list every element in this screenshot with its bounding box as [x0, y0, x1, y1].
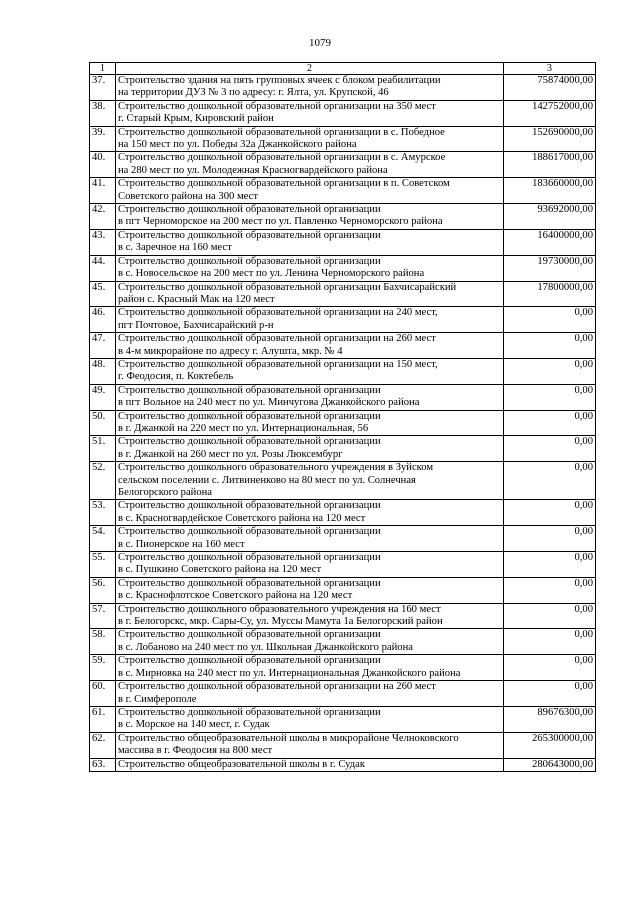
- funding-amount: 152690000,00: [504, 126, 596, 152]
- row-number: 41.: [90, 178, 116, 204]
- description-line: Строительство дошкольной образовательной организации на 150 мест,: [118, 358, 438, 370]
- row-number: 50.: [90, 410, 116, 436]
- description-line: г. Феодосия, п. Коктебель: [118, 371, 234, 383]
- project-description: [116, 126, 504, 152]
- table-row: [90, 758, 596, 771]
- table-row: [90, 178, 596, 204]
- row-number: 57.: [90, 603, 116, 629]
- row-number: 43.: [90, 229, 116, 255]
- row-number: 62.: [90, 732, 116, 758]
- project-description: [116, 681, 504, 707]
- row-number: 42.: [90, 204, 116, 230]
- project-description: [116, 500, 504, 526]
- table-row: [90, 100, 596, 126]
- table-row: [90, 75, 596, 101]
- row-number: 55.: [90, 552, 116, 578]
- project-description: [116, 100, 504, 126]
- description-line: в с. Краснофлотское Советского района на 120 мест: [118, 590, 353, 602]
- project-description: [116, 655, 504, 681]
- description-line: в 4-м микрорайоне по адресу г. Алушта, мкр. № 4: [118, 345, 343, 357]
- row-number: 47.: [90, 333, 116, 359]
- description-line: в с. Морское на 140 мест, г. Судак: [118, 719, 270, 731]
- table-row: [90, 603, 596, 629]
- table-row: [90, 732, 596, 758]
- row-number: 53.: [90, 500, 116, 526]
- description-line: в с. Мирновка на 240 мест по ул. Интернациональная Джанкойского района: [118, 667, 461, 679]
- description-line: Строительство дошкольной образовательной организации на 260 мест: [118, 333, 436, 345]
- row-number: 59.: [90, 655, 116, 681]
- description-line: Строительство дошкольной образовательной организации: [118, 552, 381, 564]
- description-line: Строительство дошкольной образовательной организации на 260 мест: [118, 681, 436, 693]
- column-header-description: 2: [116, 63, 504, 75]
- description-line: Строительство дошкольной образовательной организации: [118, 255, 381, 267]
- funding-amount: 75874000,00: [504, 75, 596, 101]
- project-description: [116, 152, 504, 178]
- table-row: [90, 681, 596, 707]
- funding-amount: 0,00: [504, 603, 596, 629]
- description-line: Строительство общеобразовательной школы в микрорайоне Челноковского: [118, 732, 459, 744]
- description-line: Строительство здания на пять групповых ячеек с блоком реабилитации: [118, 75, 441, 86]
- row-number: 61.: [90, 706, 116, 732]
- project-description: [116, 255, 504, 281]
- table-row: [90, 281, 596, 307]
- description-line: Строительство дошкольной образовательной организации на 240 мест,: [118, 307, 438, 319]
- project-description: [116, 706, 504, 732]
- row-number: 37.: [90, 75, 116, 101]
- description-line: Строительство общеобразовательной школы в г. Судак: [118, 758, 366, 770]
- funding-amount: 0,00: [504, 629, 596, 655]
- project-description: [116, 178, 504, 204]
- description-line: в с. Красногвардейское Советского района на 120 мест: [118, 512, 366, 524]
- description-line: Строительство дошкольной образовательной организации: [118, 229, 381, 241]
- row-number: 54.: [90, 526, 116, 552]
- funding-amount: 183660000,00: [504, 178, 596, 204]
- project-description: [116, 281, 504, 307]
- description-line: Строительство дошкольной образовательной организации: [118, 655, 381, 667]
- description-line: Строительство дошкольной образовательной организации Бахчисарайский: [118, 281, 457, 293]
- description-line: массива в г. Феодосия на 800 мест: [118, 745, 273, 757]
- project-description: [116, 758, 504, 771]
- funding-amount: 0,00: [504, 655, 596, 681]
- description-line: в г. Белогорскс, мкр. Сары-Су, ул. Муссы Мамута 1а Белогорский район: [118, 616, 443, 628]
- table-row: [90, 500, 596, 526]
- column-header-row: [90, 63, 596, 75]
- description-line: в с. Новосельское на 200 мест по ул. Ленина Черноморского района: [118, 268, 425, 280]
- description-line: в с. Заречное на 160 мест: [118, 242, 232, 254]
- column-header-number: 1: [90, 63, 116, 75]
- description-line: Строительство дошкольной образовательной организации в с. Амурское: [118, 152, 446, 164]
- table-row: [90, 462, 596, 500]
- funding-amount: 0,00: [504, 500, 596, 526]
- row-number: 40.: [90, 152, 116, 178]
- project-description: [116, 436, 504, 462]
- project-description: [116, 384, 504, 410]
- funding-amount: 265300000,00: [504, 732, 596, 758]
- description-line: сельском поселении с. Литвиненково на 80 мест по ул. Солнечная: [118, 474, 416, 486]
- table-row: [90, 255, 596, 281]
- project-description: [116, 577, 504, 603]
- funding-amount: 0,00: [504, 410, 596, 436]
- row-number: 58.: [90, 629, 116, 655]
- row-number: 48.: [90, 358, 116, 384]
- table-row: [90, 436, 596, 462]
- table-row: [90, 204, 596, 230]
- row-number: 51.: [90, 436, 116, 462]
- description-line: в пгт Вольное на 240 мест по ул. Минчугова Джанкойского района: [118, 397, 420, 409]
- funding-amount: 0,00: [504, 307, 596, 333]
- description-line: Строительство дошкольной образовательной организации: [118, 204, 381, 216]
- table-row: [90, 333, 596, 359]
- description-line: в г. Джанкой на 220 мест по ул. Интернациональная, 56: [118, 422, 369, 434]
- table-row: [90, 152, 596, 178]
- project-description: [116, 75, 504, 101]
- row-number: 46.: [90, 307, 116, 333]
- table-row: [90, 577, 596, 603]
- description-line: Строительство дошкольной образовательной организации: [118, 436, 381, 448]
- description-line: Строительство дошкольной образовательной организации: [118, 410, 381, 422]
- description-line: Строительство дошкольной образовательной организации: [118, 526, 381, 538]
- row-number: 60.: [90, 681, 116, 707]
- description-line: в г. Джанкой на 260 мест по ул. Розы Люксембург: [118, 448, 343, 460]
- table-row: [90, 655, 596, 681]
- row-number: 56.: [90, 577, 116, 603]
- funding-amount: 0,00: [504, 333, 596, 359]
- project-description: [116, 229, 504, 255]
- table-row: [90, 410, 596, 436]
- funding-amount: 0,00: [504, 577, 596, 603]
- construction-budget-table: [89, 62, 596, 772]
- description-line: в с. Пушкино Советского района на 120 мест: [118, 564, 322, 576]
- row-number: 63.: [90, 758, 116, 771]
- row-number: 38.: [90, 100, 116, 126]
- description-line: Строительство дошкольного образовательного учреждения в Зуйском: [118, 462, 434, 474]
- project-description: [116, 307, 504, 333]
- description-line: Строительство дошкольной образовательной организации: [118, 706, 381, 718]
- funding-amount: 280643000,00: [504, 758, 596, 771]
- funding-amount: 0,00: [504, 436, 596, 462]
- row-number: 49.: [90, 384, 116, 410]
- project-description: [116, 462, 504, 500]
- project-description: [116, 358, 504, 384]
- description-line: г. Старый Крым, Кировский район: [118, 113, 274, 125]
- description-line: в г. Симферополе: [118, 693, 197, 705]
- description-line: Строительство дошкольной образовательной организации: [118, 577, 381, 589]
- description-line: в с. Лобаново на 240 мест по ул. Школьная Джанкойского района: [118, 641, 413, 653]
- description-line: Строительство дошкольной образовательной организации: [118, 500, 381, 512]
- description-line: Строительство дошкольной образовательной организации в п. Советском: [118, 178, 450, 190]
- funding-amount: 0,00: [504, 358, 596, 384]
- table-row: [90, 126, 596, 152]
- row-number: 39.: [90, 126, 116, 152]
- table-row: [90, 358, 596, 384]
- table-row: [90, 629, 596, 655]
- project-description: [116, 204, 504, 230]
- table-row: [90, 307, 596, 333]
- description-line: Строительство дошкольной образовательной организации: [118, 629, 381, 641]
- description-line: на территории ДУЗ № 3 по адресу: г. Ялта, ул. Крупской, 46: [118, 87, 389, 99]
- funding-amount: 0,00: [504, 462, 596, 500]
- table-row: [90, 526, 596, 552]
- description-line: в пгт Черноморское на 200 мест по ул. Павленко Черноморского района: [118, 216, 443, 228]
- description-line: на 280 мест по ул. Молодежная Красногвардейского района: [118, 164, 388, 176]
- description-line: на 150 мест по ул. Победы 32а Джанкойского района: [118, 139, 357, 151]
- row-number: 45.: [90, 281, 116, 307]
- funding-amount: 0,00: [504, 552, 596, 578]
- description-line: Советского района на 300 мест: [118, 190, 258, 202]
- table-row: [90, 706, 596, 732]
- table-row: [90, 384, 596, 410]
- project-description: [116, 629, 504, 655]
- description-line: Строительство дошкольной образовательной организации на 350 мест: [118, 100, 436, 112]
- column-header-amount: 3: [504, 63, 596, 75]
- funding-amount: 0,00: [504, 384, 596, 410]
- funding-amount: 142752000,00: [504, 100, 596, 126]
- description-line: пгт Почтовое, Бахчисарайский р-н: [118, 319, 274, 331]
- row-number: 52.: [90, 462, 116, 500]
- project-description: [116, 410, 504, 436]
- table-row: [90, 552, 596, 578]
- project-description: [116, 526, 504, 552]
- funding-amount: 16400000,00: [504, 229, 596, 255]
- funding-amount: 17800000,00: [504, 281, 596, 307]
- description-line: Строительство дошкольного образовательного учреждения на 160 мест: [118, 603, 441, 615]
- project-description: [116, 333, 504, 359]
- project-description: [116, 603, 504, 629]
- table-row: [90, 229, 596, 255]
- project-description: [116, 552, 504, 578]
- description-line: Строительство дошкольной образовательной организации в с. Победное: [118, 126, 445, 138]
- description-line: в с. Пионерское на 160 мест: [118, 538, 245, 550]
- description-line: Строительство дошкольной образовательной организации: [118, 384, 381, 396]
- page-number: 1079: [309, 37, 331, 49]
- funding-amount: 0,00: [504, 681, 596, 707]
- funding-amount: 19730000,00: [504, 255, 596, 281]
- row-number: 44.: [90, 255, 116, 281]
- project-description: [116, 732, 504, 758]
- funding-amount: 93692000,00: [504, 204, 596, 230]
- funding-amount: 188617000,00: [504, 152, 596, 178]
- description-line: Белогорского района: [118, 487, 213, 498]
- funding-amount: 89676300,00: [504, 706, 596, 732]
- funding-amount: 0,00: [504, 526, 596, 552]
- description-line: район с. Красный Мак на 120 мест: [118, 293, 275, 305]
